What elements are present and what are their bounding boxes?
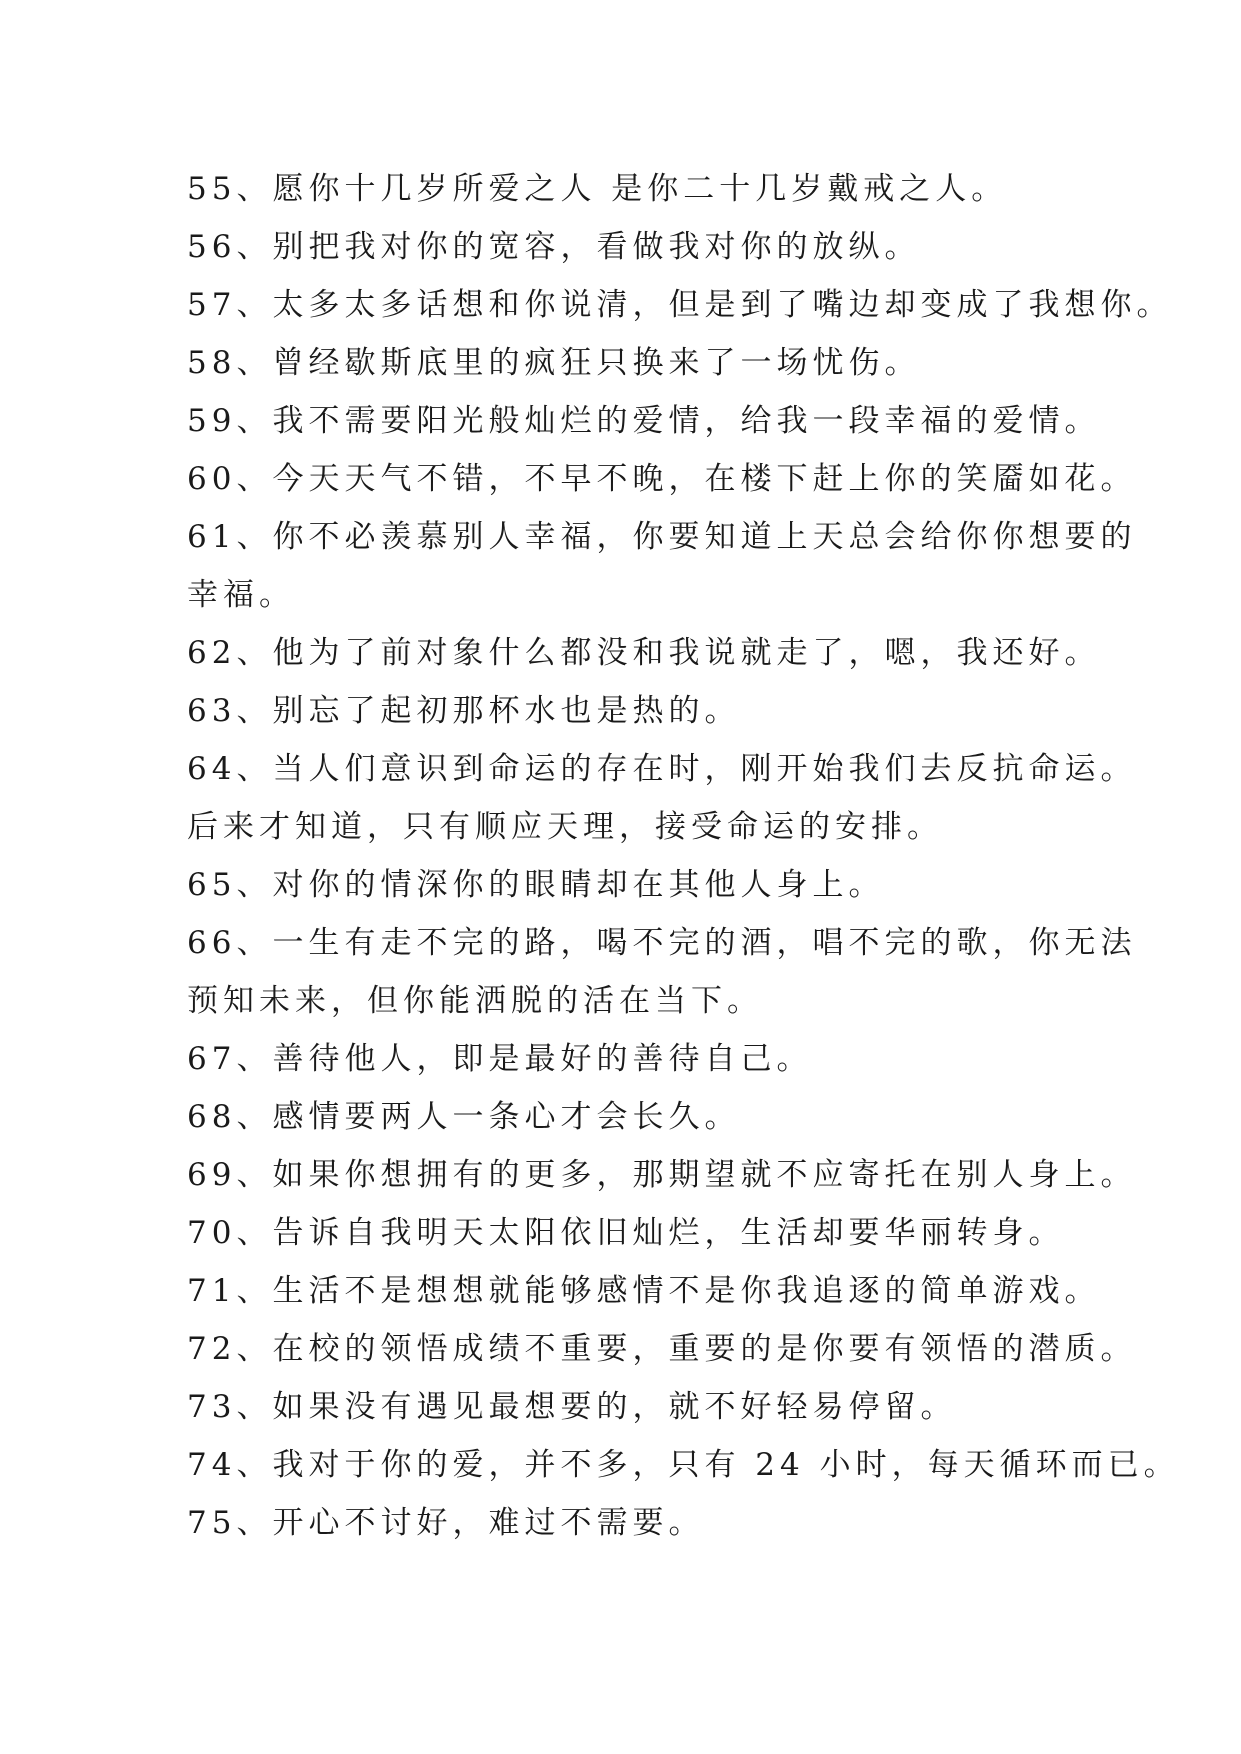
text-line: 62、他为了前对象什么都没和我说就走了，嗯，我还好。 <box>187 635 1101 671</box>
text-line: 73、如果没有遇见最想要的，就不好轻易停留。 <box>187 1389 957 1425</box>
text-line: 58、曾经歇斯底里的疯狂只换来了一场忧伤。 <box>187 345 921 381</box>
text-line: 60、今天天气不错，不早不晚，在楼下赶上你的笑靥如花。 <box>187 461 1137 497</box>
text-line: 后来才知道，只有顺应天理，接受命运的安排。 <box>187 809 943 845</box>
text-line: 56、别把我对你的宽容，看做我对你的放纵。 <box>187 229 921 265</box>
text-line: 75、开心不讨好，难过不需要。 <box>187 1505 705 1541</box>
document-body <box>187 160 1180 1552</box>
text-line: 65、对你的情深你的眼睛却在其他人身上。 <box>187 867 885 903</box>
text-line: 64、当人们意识到命运的存在时，刚开始我们去反抗命运。 <box>187 751 1137 787</box>
text-line: 预知未来，但你能洒脱的活在当下。 <box>187 983 763 1019</box>
text-line: 74、我对于你的爱，并不多，只有 24 小时，每天循环而已。 <box>187 1447 1180 1483</box>
text-line: 67、善待他人，即是最好的善待自己。 <box>187 1041 813 1077</box>
text-line: 70、告诉自我明天太阳依旧灿烂，生活却要华丽转身。 <box>187 1215 1065 1251</box>
text-line: 66、一生有走不完的路，喝不完的酒，唱不完的歌，你无法 <box>187 925 1137 961</box>
text-line: 72、在校的领悟成绩不重要，重要的是你要有领悟的潜质。 <box>187 1331 1137 1367</box>
text-line: 69、如果你想拥有的更多，那期望就不应寄托在别人身上。 <box>187 1157 1137 1193</box>
text-line: 57、太多太多话想和你说清，但是到了嘴边却变成了我想你。 <box>187 287 1173 323</box>
text-line: 幸福。 <box>187 577 295 613</box>
text-line: 68、感情要两人一条心才会长久。 <box>187 1099 741 1135</box>
text-line: 61、你不必羡慕别人幸福，你要知道上天总会给你你想要的 <box>187 519 1137 555</box>
text-line: 59、我不需要阳光般灿烂的爱情，给我一段幸福的爱情。 <box>187 403 1101 439</box>
text-line: 71、生活不是想想就能够感情不是你我追逐的简单游戏。 <box>187 1273 1101 1309</box>
text-line: 63、别忘了起初那杯水也是热的。 <box>187 693 741 729</box>
text-line: 55、愿你十几岁所爱之人 是你二十几岁戴戒之人。 <box>187 171 1008 207</box>
